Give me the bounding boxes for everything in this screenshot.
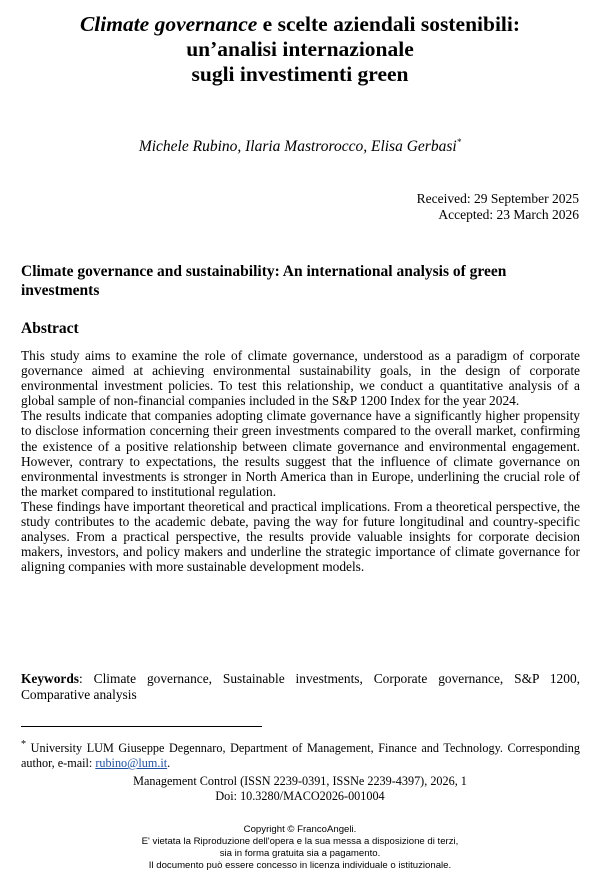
keywords-label: Keywords [21, 671, 80, 686]
italian-title-line-3: sugli investimenti green [191, 62, 409, 86]
corresponding-author-email-link[interactable]: rubino@lum.it [95, 756, 168, 771]
keywords [21, 671, 580, 703]
author-footnote-marker: * [456, 137, 462, 147]
italian-title-rest: e scelte aziendali sostenibili: [257, 12, 521, 36]
copyright-line-3: sia in forma gratuita sia a pagamento. [219, 848, 381, 859]
abstract-paragraph-1: This study aims to examine the role of climate governance, understood as a paradigm of corporate governance aimed at achieving environmental sustainability goals, in the design of corporate environmental investment policies. To test this relationship, we conduct a quantitative analysis of a global sample of non-financial companies included in the S&P 1200 Index for the year 2024. [21, 348, 580, 409]
footnote-separator [21, 726, 262, 727]
journal-citation: Management Control (ISSN 2239-0391, ISSNe 2239-4397), 2026, 1 [133, 774, 467, 788]
english-title: Climate governance and sustainability: An international analysis of green investments [21, 263, 507, 299]
copyright-notice [20, 824, 580, 872]
author-list [20, 137, 580, 156]
keywords-text: : Climate governance, Sustainable investments, Corporate governance, S&P 1200, Comparative analysis [21, 671, 580, 702]
abstract-paragraph-2: The results indicate that companies adopting climate governance have a significantly higher propensity to disclose information concerning their green investments compared to the overall market, confirming the existence of a positive relationship between climate governance and environmental engagement. However, contrary to expectations, the results suggest that the influence of climate governance on environmental investments is stronger in North America than in Europe, underlining the crucial role of the market compared to institutional regulation. [21, 408, 580, 499]
italian-title [20, 12, 580, 87]
italian-title-line-2: un’analisi internazionale [186, 37, 414, 61]
copyright-line-2: E' vietata la Riproduzione dell'opera e la sua messa a disposizione di terzi, [141, 836, 459, 847]
abstract-paragraph-3: These findings have important theoretical and practical implications. From a theoretical perspective, the study contributes to the academic debate, paving the way for future longitudinal and country-specific analyses. From a practical perspective, the results provide valuable insights for corporate decision makers, investors, and policy makers and underline the strategic importance of climate governance for aligning companies with more sustainable development models. [21, 498, 580, 575]
received-date: Received: 29 September 2025 [416, 191, 579, 206]
submission-dates [417, 191, 579, 223]
affiliation-footnote [21, 737, 580, 771]
accepted-date: Accepted: 23 March 2026 [438, 207, 579, 222]
abstract-heading: Abstract [21, 320, 79, 337]
author-names: Michele Rubino, Ilaria Mastrorocco, Elisa Gerbasi [138, 138, 457, 156]
italian-title-line-1 [20, 12, 580, 37]
journal-doi: Doi: 10.3280/MACO2026-001004 [215, 789, 385, 803]
footnote-marker: * [21, 739, 27, 750]
footnote-end: . [167, 756, 171, 771]
journal-info [20, 774, 580, 804]
copyright-line-1: Copyright © FrancoAngeli. [243, 824, 357, 835]
abstract-body [21, 348, 580, 574]
affiliation-text: University LUM Giuseppe Degennaro, Department of Management, Finance and Technology. Corresponding author, e-mail: [21, 741, 580, 771]
italian-title-italic-part: Climate governance [79, 12, 258, 36]
copyright-line-4: Il documento può essere concesso in licenza individuale o istituzionale. [148, 860, 452, 871]
